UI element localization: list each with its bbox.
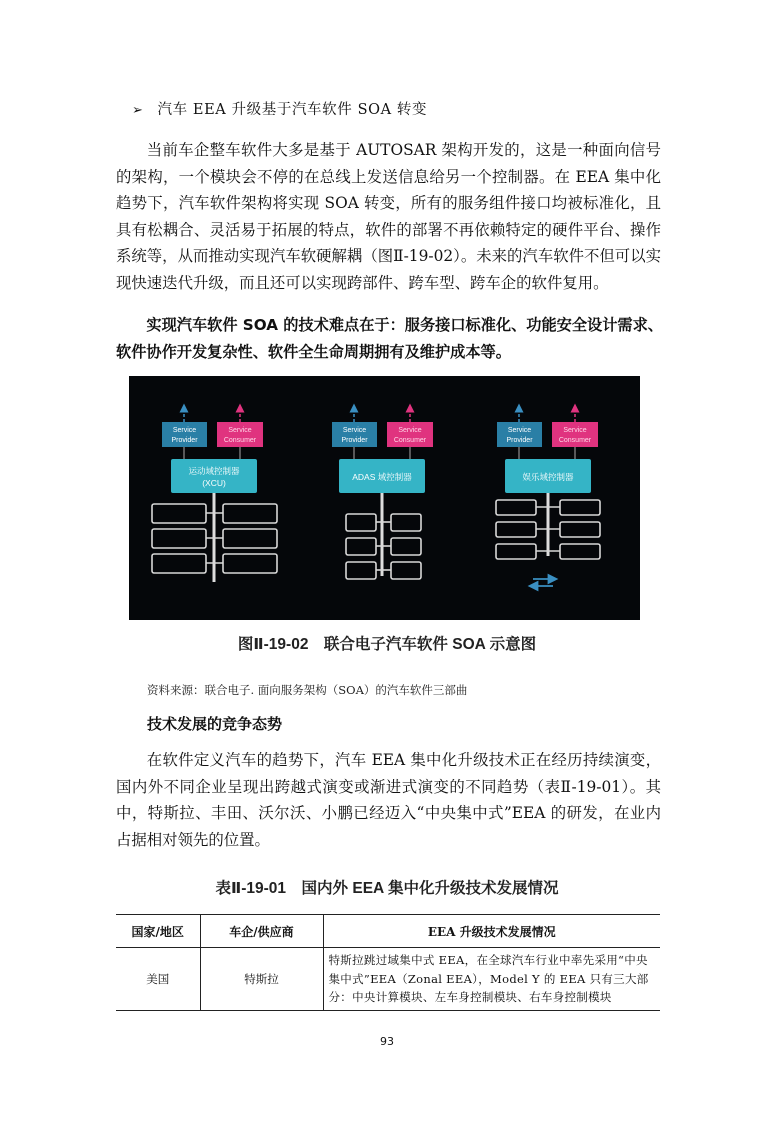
figure-caption: 图Ⅱ-19-02 联合电子汽车软件 SOA 示意图: [237, 636, 537, 653]
consumer-label: Service: [228, 427, 252, 434]
soa-figure: [129, 376, 640, 620]
controller-label: ADAS 域控制器: [352, 472, 412, 482]
header-company: 车企/供应商: [200, 915, 323, 948]
soa-column-3: [496, 408, 600, 586]
section-bullet: [132, 98, 427, 119]
section-bullet-text: 汽车 EEA 升级基于汽车软件 SOA 转变: [157, 102, 428, 118]
header-region: 国家/地区: [116, 915, 200, 948]
controller-label: 运动域控制器: [188, 466, 240, 476]
provider-label: Provider: [341, 437, 368, 444]
cell-description: 特斯拉跳过域集中式 EEA，在全球汽车行业中率先采用“中央集中式”EEA（Zonal EEA），Model Y 的 EEA 只有三大部分：中央计算模块、左车身控制模块、右车身控制模块: [323, 948, 660, 1011]
consumer-label: Consumer: [223, 437, 257, 444]
bidirectional-arrows-icon: [533, 579, 553, 586]
soa-column-1: [152, 408, 277, 582]
controller-label: (XCU): [202, 478, 226, 488]
cell-company: 特斯拉: [200, 948, 323, 1011]
controller-label: 娱乐域控制器: [522, 472, 574, 482]
section-heading: 技术发展的竞争态势: [147, 715, 283, 733]
consumer-label: Service: [563, 427, 587, 434]
consumer-label: Consumer: [393, 437, 427, 444]
arrow-bullet-icon: ➢: [132, 103, 144, 118]
provider-label: Service: [342, 427, 367, 434]
page-number: 93: [380, 1035, 394, 1048]
provider-label: Service: [172, 427, 197, 434]
soa-diagram: [129, 376, 640, 620]
eea-table: [116, 914, 660, 1011]
paragraph-1: 当前车企整车软件大多是基于 AUTOSAR 架构开发的，这是一种面向信号的架构，一个模块会不停的在总线上发送信息给另一个控制器。在 EEA 集中化趋势下，汽车软件架构将实现 SOA 转变，所有的服务组件接口均被标准化，且具有松耦合、灵活易于拓展的特点，软件的部署不再依赖特定的硬件平台、操作系统等，从而推动实现汽车软硬解耦（图Ⅱ-19-02）。未来的汽车软件不但可以实现快速迭代升级，而且还可以实现跨部件、跨车型、跨车企的软件复用。: [116, 141, 661, 292]
soa-column-2: [332, 408, 433, 579]
table-row: [116, 948, 660, 1011]
header-eea-status: EEA 升级技术发展情况: [323, 915, 660, 948]
cell-region: 美国: [116, 948, 200, 1011]
paragraph-2: 在软件定义汽车的趋势下，汽车 EEA 集中化升级技术正在经历持续演变，国内外不同企业呈现出跨越式演变或渐进式演变的不同趋势（表Ⅱ-19-01）。其中，特斯拉、丰田、沃尔沃、小鹏已经迈入“中央集中式”EEA 的研发，在业内占据相对领先的位置。: [116, 751, 661, 849]
provider-label: Provider: [171, 437, 198, 444]
consumer-label: Service: [398, 427, 422, 434]
provider-label: Provider: [506, 437, 533, 444]
source-note: 资料来源：联合电子. 面向服务架构（SOA）的汽车软件三部曲: [147, 683, 468, 697]
bold-paragraph: 实现汽车软件 SOA 的技术难点在于：服务接口标准化、功能安全设计需求、软件协作开发复杂性、软件全生命周期拥有及维护成本等。: [116, 316, 663, 361]
consumer-label: Consumer: [558, 437, 592, 444]
table-header-row: [116, 915, 660, 948]
provider-label: Service: [507, 427, 532, 434]
table-caption: 表Ⅱ-19-01 国内外 EEA 集中化升级技术发展情况: [215, 880, 559, 897]
